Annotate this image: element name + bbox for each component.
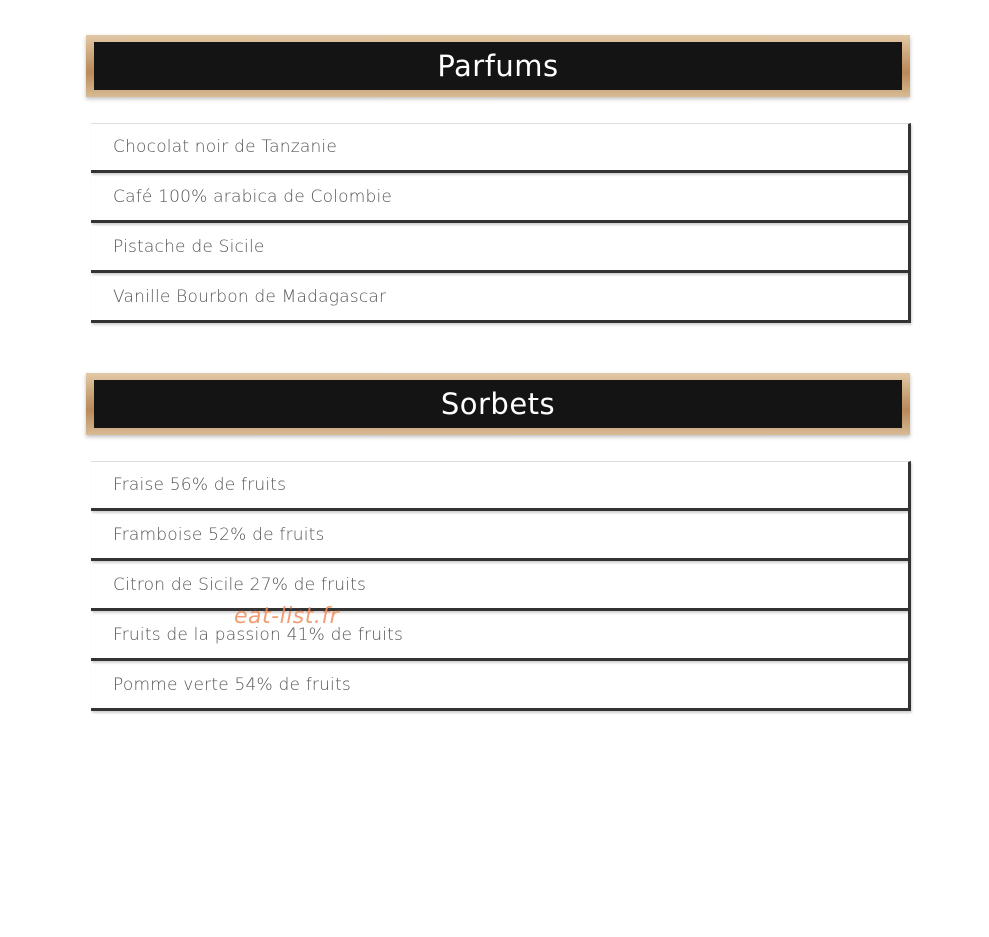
section-header-board [86, 373, 910, 435]
item-label: Pomme verte 54% de fruits [113, 674, 351, 695]
item-label: Pistache de Sicile [113, 236, 265, 257]
chalkboard [94, 42, 902, 90]
list-item [91, 511, 911, 561]
section-parfums [86, 35, 910, 323]
list-item [91, 123, 911, 173]
list-item [91, 561, 911, 611]
section-title: Sorbets [440, 387, 556, 421]
section-title: Parfums [437, 49, 559, 83]
watermark: eat-list.fr [234, 604, 340, 629]
list-item [91, 273, 911, 323]
section-sorbets [86, 373, 910, 711]
list-item [91, 461, 911, 511]
item-label: Café 100% arabica de Colombie [113, 186, 393, 207]
list-item [91, 173, 911, 223]
item-label: Citron de Sicile 27% de fruits [113, 574, 367, 595]
list-item [91, 661, 911, 711]
item-label: Vanille Bourbon de Madagascar [113, 286, 387, 307]
list-item [91, 611, 911, 661]
item-label: Fraise 56% de fruits [113, 475, 287, 495]
menu-list [86, 123, 910, 323]
list-item [91, 223, 911, 273]
item-label: Framboise 52% de fruits [113, 524, 325, 545]
menu-list [86, 461, 910, 711]
section-header-board [86, 35, 910, 97]
chalkboard [94, 380, 902, 428]
item-label: Chocolat noir de Tanzanie [113, 137, 338, 157]
item-label: Fruits de la passion 41% de fruits [113, 624, 404, 645]
